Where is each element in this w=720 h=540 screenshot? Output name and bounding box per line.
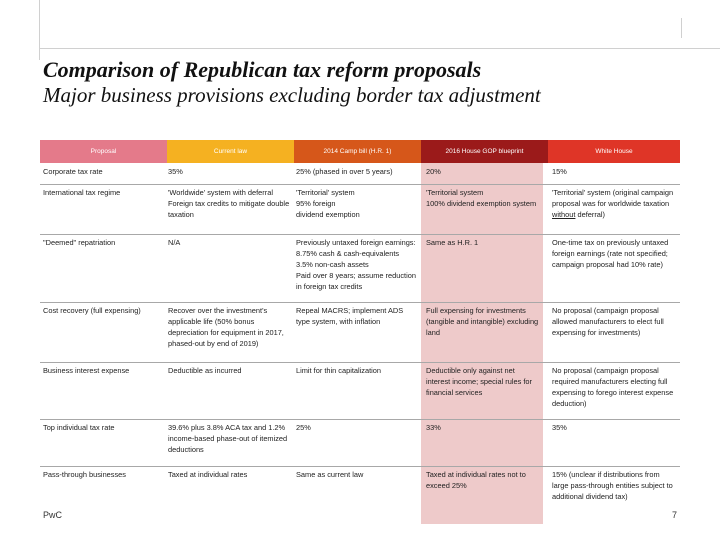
cell-blueprint: 33% xyxy=(426,423,441,432)
header-proposal: Proposal xyxy=(40,140,167,163)
table-row xyxy=(40,419,680,467)
table-header-row xyxy=(40,140,680,163)
cell-text: 'Territorial' system (original campaign proposal was for worldwide taxation xyxy=(552,188,674,208)
cell-blueprint: Same as H.R. 1 xyxy=(426,238,479,247)
cell-camp-bill: 25% xyxy=(296,423,311,432)
cell-camp-bill: Repeal MACRS; implement ADS type system, with inflation xyxy=(296,306,404,326)
slide-subtitle: Major business provisions excluding border tax adjustment xyxy=(43,83,541,107)
cell-white-house: No proposal (campaign proposal required manufacturers electing full expensing to forego interest expense deduction) xyxy=(552,366,674,408)
cell-current-law: 'Worldwide' system with deferral Foreign tax credits to mitigate double taxation xyxy=(168,188,290,219)
table-row xyxy=(40,466,680,523)
cell-camp-bill: Previously untaxed foreign earnings: 8.75% cash & cash-equivalents 3.5% non-cash assets Paid over 8 years; assume reduction in foreign tax credits xyxy=(296,238,416,291)
table-body xyxy=(40,163,680,523)
cell-blueprint: Full expensing for investments (tangible and intangible) excluding land xyxy=(426,306,539,337)
cell-camp-bill: Same as current law xyxy=(296,470,364,479)
cell-blueprint: 'Territorial system 100% dividend exemption system xyxy=(426,188,537,208)
cell-white-house: 35% xyxy=(552,423,567,432)
page-number: 7 xyxy=(672,510,678,520)
comparison-table xyxy=(40,140,680,501)
cell-camp-bill: 'Territorial' system 95% foreign dividend exemption xyxy=(296,188,360,219)
header-house-gop-blueprint: 2016 House GOP blueprint xyxy=(421,140,548,163)
table-row xyxy=(40,234,680,303)
decorative-vertical-line xyxy=(39,0,40,60)
cell-camp-bill: Limit for thin capitalization xyxy=(296,366,382,375)
cell-proposal: Business interest expense xyxy=(43,366,130,375)
cell-blueprint: Taxed at individual rates not to exceed 25% xyxy=(426,470,526,490)
table-row xyxy=(40,163,680,185)
cell-current-law: Taxed at individual rates xyxy=(168,470,248,479)
cell-proposal: Pass-through businesses xyxy=(43,470,126,479)
cell-proposal: Cost recovery (full expensing) xyxy=(43,306,141,315)
decorative-corner-line xyxy=(681,18,682,38)
cell-text: deferral) xyxy=(575,210,605,219)
cell-white-house: 15% (unclear if distributions from large pass-through entities subject to additional dividend tax) xyxy=(552,470,673,501)
footer-brand: PwC xyxy=(43,510,63,520)
cell-proposal: "Deemed" repatriation xyxy=(43,238,116,247)
cell-current-law: Deductible as incurred xyxy=(168,366,242,375)
cell-current-law: 39.6% plus 3.8% ACA tax and 1.2% income-based phase-out of itemized deductions xyxy=(168,423,288,454)
header-white-house: White House xyxy=(548,140,680,163)
cell-current-law: N/A xyxy=(168,238,181,247)
cell-white-house xyxy=(552,187,678,220)
header-camp-bill: 2014 Camp bill (H.R. 1) xyxy=(294,140,421,163)
cell-current-law: 35% xyxy=(168,167,183,176)
slide-title: Comparison of Republican tax reform proposals xyxy=(43,57,482,82)
table-row xyxy=(40,184,680,235)
table-row xyxy=(40,362,680,420)
cell-white-house: 15% xyxy=(552,167,567,176)
cell-proposal: Corporate tax rate xyxy=(43,167,103,176)
cell-current-law: Recover over the investment's applicable life (50% bonus depreciation for equipment in 2017, phased-out by end of 2019) xyxy=(168,306,284,348)
cell-white-house: One-time tax on previously untaxed foreign earnings (rate not specified; campaign proposal had 10% rate) xyxy=(552,238,669,269)
cell-blueprint: 20% xyxy=(426,167,441,176)
cell-white-house: No proposal (campaign proposal allowed manufacturers to elect full expensing for investments) xyxy=(552,306,664,337)
decorative-horizontal-line xyxy=(39,48,720,49)
cell-proposal: International tax regime xyxy=(43,188,121,197)
table-row xyxy=(40,302,680,363)
header-current-law: Current law xyxy=(167,140,294,163)
cell-blueprint: Deductible only against net interest income; special rules for financial services xyxy=(426,366,532,397)
cell-proposal: Top individual tax rate xyxy=(43,423,115,432)
cell-camp-bill: 25% (phased in over 5 years) xyxy=(296,167,393,176)
underlined-text: without xyxy=(552,210,576,219)
